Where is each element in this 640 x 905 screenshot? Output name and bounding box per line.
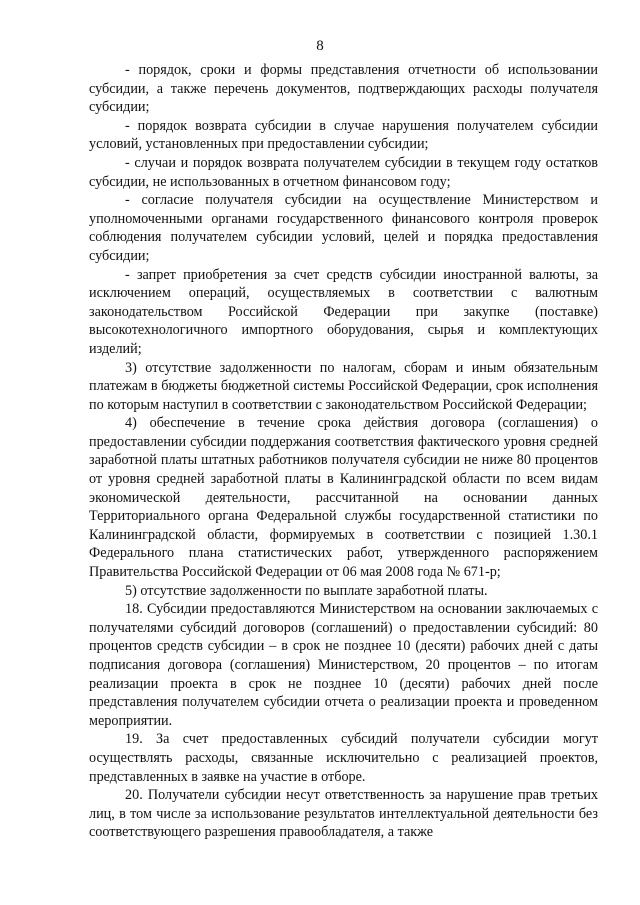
paragraph: - согласие получателя субсидии на осуществление Министерством и уполномоченными органами государственного финансового контроля проверок соблюдения получателем субсидии условий, целей и порядка предоставления субсидии; (89, 192, 598, 264)
paragraph: 5) отсутствие задолженности по выплате заработной платы. (125, 582, 488, 599)
paragraph: 19. За счет предоставленных субсидий получатели субсидии могут осуществлять расходы, связанные исключительно с реализацией проектов, представленных в заявке на участие в отборе. (89, 731, 598, 785)
paragraph: - порядок возврата субсидии в случае нарушения получателем субсидии условий, установленных при предоставлении субсидии; (89, 117, 598, 153)
paragraph: 18. Субсидии предоставляются Министерством на основании заключаемых с получателями субсидий договоров (соглашений) о предоставлении субсидий: 80 процентов средств субсидии – в срок не позднее 10 (десяти) рабочих дней с даты подписания договора (соглашения) Министерством, 20 процентов – по итогам реализации проекта в срок не позднее 10 (десяти) рабочих дней после представления получателем субсидии отчета о реализации проекта и проведенном мероприятии. (89, 601, 598, 729)
paragraph: - запрет приобретения за счет средств субсидии иностранной валюты, за исключением операций, осуществляемых в соответствии с валютным законодательством Российской Федерации при закупке (поставке) высокотехнологичного импортного оборудования, сырья и комплектующих изделий; (89, 266, 598, 357)
paragraph: 20. Получатели субсидии несут ответственность за нарушение прав третьих лиц, в том числе за использование результатов интеллектуальной деятельности без соответствующего разрешения правообладателя, а также (89, 787, 598, 841)
paragraph: 3) отсутствие задолженности по налогам, сборам и иным обязательным платежам в бюджеты бюджетной системы Российской Федерации, срок исполнения по которым наступил в соответствии с законодательством Российской Федерации; (89, 359, 598, 413)
page-number: 8 (316, 38, 324, 54)
paragraph: - порядок, сроки и формы представления отчетности об использовании субсидии, а также перечень документов, подтверждающих расходы получателя субсидии; (89, 62, 598, 116)
paragraph: - случаи и порядок возврата получателем субсидии в текущем году остатков субсидии, не использованных в отчетном финансовом году; (89, 154, 598, 190)
document-body (89, 61, 598, 842)
paragraph: 4) обеспечение в течение срока действия договора (соглашения) о предоставлении субсидии поддержания соответствия фактического уровня средней заработной платы штатных работников получателя субсидии не ниже 80 процентов от уровня средней заработной платы в Калининградской области по всем видам экономической деятельности, рассчитанной на основании данных Территориального органа Федеральной службы государственной статистики по Калининградской области, формируемых в соответствии с позицией 1.30.1 Федерального плана статистических работ, утвержденного распоряжением Правительства Российской Федерации от 06 мая 2008 года № 671-р; (89, 415, 598, 581)
